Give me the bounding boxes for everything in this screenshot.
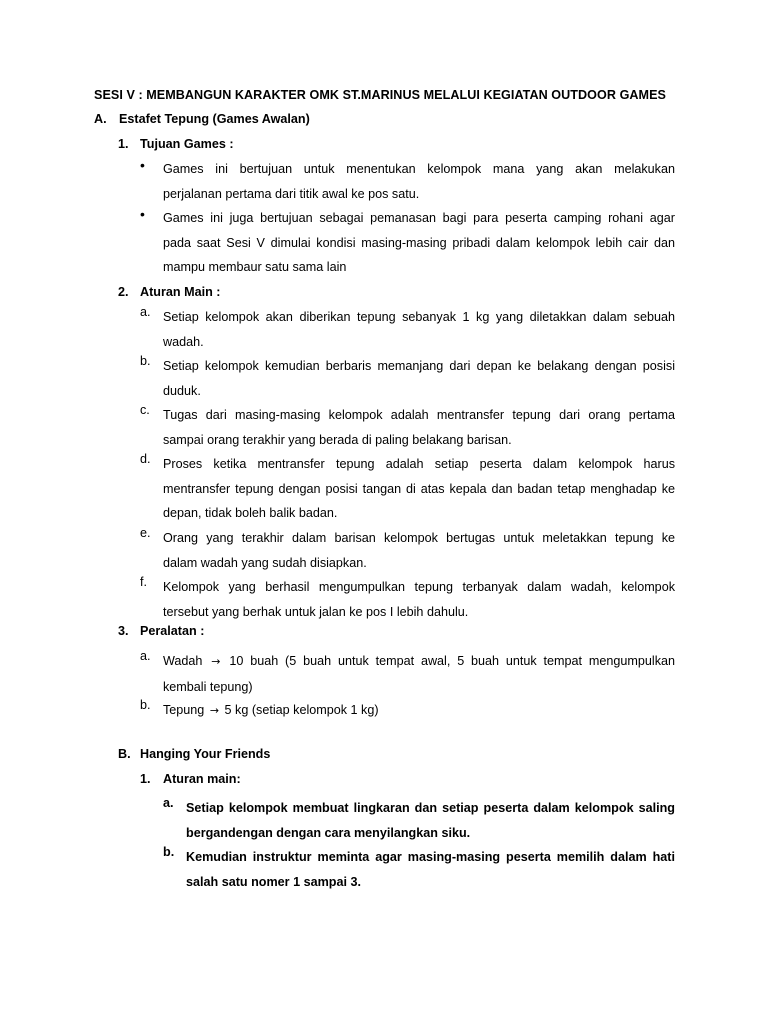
section-b-marker: B. <box>118 747 131 761</box>
text-line: wadah. <box>163 334 204 349</box>
peralatan-item-b <box>163 698 379 724</box>
text-line: Games ini bertujuan untuk menentukan kelompok mana yang akan melakukan <box>163 162 675 176</box>
aturan-item-b <box>163 354 675 403</box>
text-line: Kemudian instruktur meminta agar masing-masing peserta memilih dalam hati <box>186 850 675 864</box>
text-line: Setiap kelompok membuat lingkaran dan setiap peserta dalam kelompok saling <box>186 801 675 815</box>
list-marker: c. <box>140 403 150 417</box>
text-line: Tugas dari masing-masing kelompok adalah mentransfer tepung dari orang pertama <box>163 408 675 422</box>
text-line: mentransfer tepung dengan posisi tangan di atas kepala dan badan tetap menghadap ke <box>163 481 675 496</box>
aturan-marker: 2. <box>118 285 129 299</box>
peralatan-heading: Peralatan : <box>140 624 205 638</box>
list-marker: b. <box>140 354 151 368</box>
section-a-marker: A. <box>94 112 107 126</box>
aturan-b-item-a <box>186 796 675 845</box>
text-line <box>163 649 675 675</box>
aturan-item-e <box>163 526 675 575</box>
text-line: dalam wadah yang sudah disiapkan. <box>163 555 367 570</box>
text-line: mampu membaur satu sama lain <box>163 260 347 274</box>
list-marker: a. <box>140 305 151 319</box>
text-line: salah satu nomer 1 sampai 3. <box>186 874 361 889</box>
bullet-icon: • <box>140 206 145 222</box>
aturan-item-c <box>163 403 675 452</box>
aturan-item-a <box>163 305 675 354</box>
arrow-right-icon: → <box>209 704 220 717</box>
aturan-item-f <box>163 575 675 624</box>
tujuan-marker: 1. <box>118 137 129 151</box>
text-line: sampai orang terakhir yang berada di paling belakang barisan. <box>163 432 512 447</box>
text-line: bergandengan dengan cara menyilangkan siku. <box>186 825 471 840</box>
tujuan-heading: Tujuan Games : <box>140 137 234 151</box>
list-marker: a. <box>140 649 151 663</box>
text-line: depan, tidak boleh balik badan. <box>163 506 338 520</box>
aturan-b-marker: 1. <box>140 772 151 786</box>
list-marker: e. <box>140 526 151 540</box>
aturan-heading: Aturan Main : <box>140 285 221 299</box>
text-line: Setiap kelompok akan diberikan tepung sebanyak 1 kg yang diletakkan dalam sebuah <box>163 310 675 324</box>
arrow-right-icon: → <box>211 655 221 668</box>
item-detail: 10 buah (5 buah untuk tempat awal, 5 buah untuk tempat mengumpulkan <box>229 654 675 668</box>
text-line: Setiap kelompok kemudian berbaris memanjang dari depan ke belakang dengan posisi <box>163 359 675 373</box>
text-line: kembali tepung) <box>163 679 253 694</box>
list-marker: a. <box>163 796 174 810</box>
text-line: duduk. <box>163 383 201 398</box>
list-marker: b. <box>163 845 175 859</box>
text-line: Orang yang terakhir dalam barisan kelompok bertugas untuk meletakkan tepung ke <box>163 531 675 545</box>
peralatan-marker: 3. <box>118 624 129 638</box>
list-marker: f. <box>140 575 147 589</box>
text-line: Kelompok yang berhasil mengumpulkan tepung terbanyak dalam wadah, kelompok <box>163 580 675 594</box>
text-line: pada saat Sesi V dimulai kondisi masing-masing pribadi dalam kelompok lebih cair dan <box>163 235 675 250</box>
text-line: Games ini juga bertujuan sebagai pemanasan bagi para peserta camping rohani agar <box>163 211 675 225</box>
aturan-b-item-b <box>186 845 675 894</box>
tujuan-bullet-1 <box>163 157 675 206</box>
list-marker: b. <box>140 698 151 712</box>
text-line: perjalanan pertama dari titik awal ke pos satu. <box>163 186 420 201</box>
item-name: Tepung <box>163 703 205 717</box>
item-name: Wadah <box>163 654 203 668</box>
section-b-heading: Hanging Your Friends <box>140 747 271 761</box>
tujuan-bullet-2 <box>163 206 675 280</box>
text-line: Proses ketika mentransfer tepung adalah setiap peserta dalam kelompok harus <box>163 457 675 471</box>
peralatan-item-a <box>163 649 675 699</box>
document-title: SESI V : MEMBANGUN KARAKTER OMK ST.MARINUS MELALUI KEGIATAN OUTDOOR GAMES <box>94 88 666 102</box>
section-a-heading: Estafet Tepung (Games Awalan) <box>119 112 310 126</box>
aturan-b-heading: Aturan main: <box>163 772 241 786</box>
list-marker: d. <box>140 452 151 466</box>
bullet-icon: • <box>140 157 145 173</box>
item-detail: 5 kg (setiap kelompok 1 kg) <box>224 703 379 717</box>
text-line: tersebut yang berhak untuk jalan ke pos I lebih dahulu. <box>163 604 469 619</box>
aturan-item-d <box>163 452 675 526</box>
